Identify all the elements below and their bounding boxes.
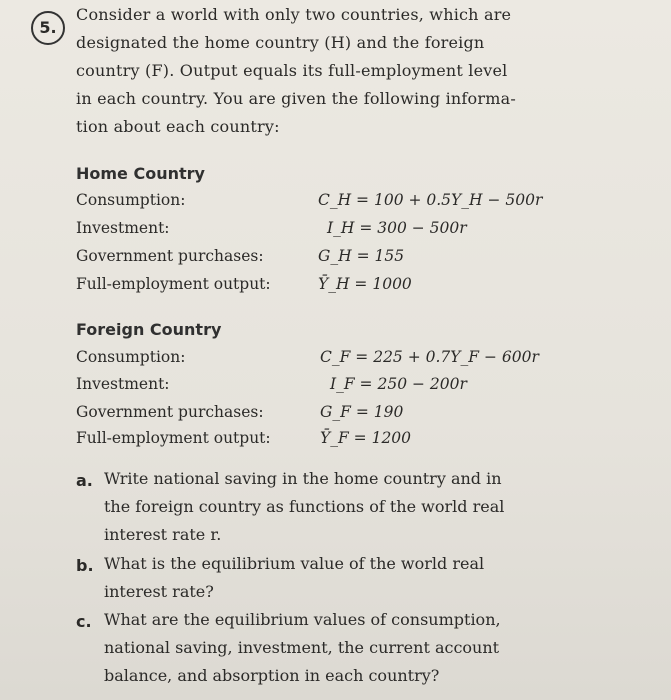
foreign-government-label: Government purchases: <box>76 403 264 421</box>
intro-line-2: designated the home country (H) and the foreign <box>76 33 485 52</box>
foreign-investment-label: Investment: <box>76 375 170 393</box>
intro-line-5: tion about each country: <box>76 117 280 136</box>
question-a-letter: a. <box>76 471 93 490</box>
question-c-line-2: national saving, investment, the current account <box>104 638 500 657</box>
problem-number: 5. <box>31 11 65 45</box>
home-heading: Home Country <box>76 164 205 183</box>
home-consumption-label: Consumption: <box>76 191 186 209</box>
question-c-letter: c. <box>76 612 92 631</box>
question-b-line-2: interest rate? <box>104 582 214 601</box>
home-government-label: Government purchases: <box>76 247 264 265</box>
foreign-output-label: Full-employment output: <box>76 429 271 447</box>
question-a-line-3: interest rate r. <box>104 525 222 544</box>
intro-line-4: in each country. You are given the following informa- <box>76 89 516 108</box>
home-investment-equation: I_H = 300 − 500r <box>327 219 467 237</box>
foreign-investment-equation: I_F = 250 − 200r <box>330 375 467 393</box>
foreign-heading: Foreign Country <box>76 320 222 339</box>
question-b-letter: b. <box>76 556 94 575</box>
home-output-equation: Ȳ_H = 1000 <box>318 275 412 293</box>
home-investment-label: Investment: <box>76 219 170 237</box>
question-a-line-1: Write national saving in the home country and in <box>104 469 502 488</box>
intro-line-1: Consider a world with only two countries, which are <box>76 5 512 24</box>
foreign-consumption-label: Consumption: <box>76 348 186 366</box>
home-output-label: Full-employment output: <box>76 275 271 293</box>
home-government-equation: G_H = 155 <box>318 247 405 265</box>
intro-line-3: country (F). Output equals its full-employment level <box>76 61 508 80</box>
foreign-consumption-equation: C_F = 225 + 0.7Y_F − 600r <box>320 348 539 366</box>
question-c-line-3: balance, and absorption in each country? <box>104 666 440 685</box>
question-b-line-1: What is the equilibrium value of the world real <box>104 554 485 573</box>
question-a-line-2: the foreign country as functions of the world real <box>104 497 505 516</box>
home-consumption-equation: C_H = 100 + 0.5Y_H − 500r <box>318 191 543 209</box>
foreign-government-equation: G_F = 190 <box>320 403 404 421</box>
foreign-output-equation: Ȳ_F = 1200 <box>320 429 412 447</box>
question-c-line-1: What are the equilibrium values of consumption, <box>104 610 501 629</box>
